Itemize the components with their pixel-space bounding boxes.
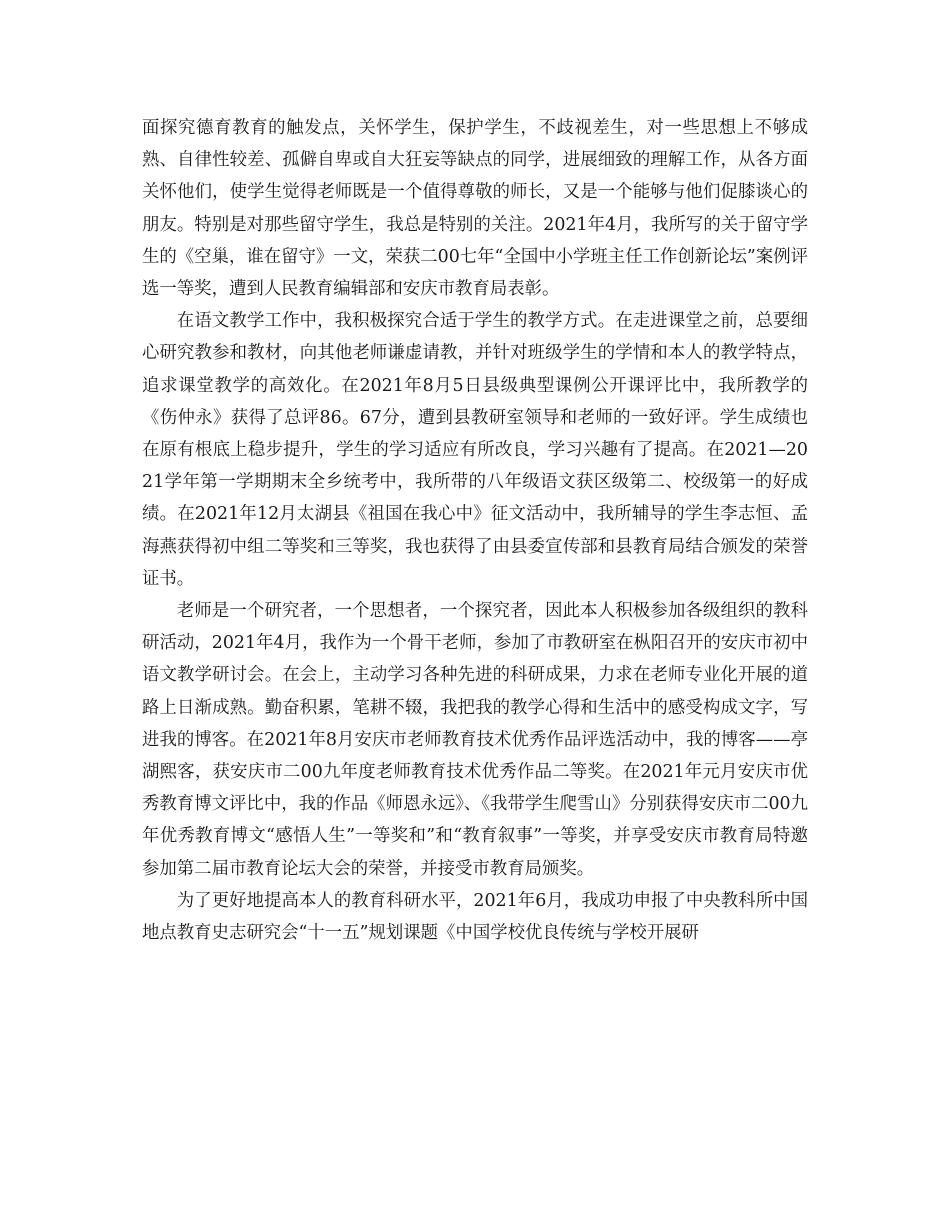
body-text bbox=[142, 112, 808, 949]
paragraph-4: 为了更好地提高本人的教育科研水平，2021年6月，我成功申报了中央教科所中国地点教育史志研究会“十一五”规划课题《中国学校优良传统与学校开展研 bbox=[142, 890, 808, 944]
paragraph-2: 在语文教学工作中，我积极探究合适于学生的教学方式。在走进课堂之前，总要细心研究教参和教材，向其他老师谦虚请教，并针对班级学生的学情和本人的教学特点，追求课堂教学的高效化。在2021年8月5日县级典型课例公开课评比中，我所教学的《伤仲永》获得了总评86。67分，遭到县教研室领导和老师的一致好评。学生成绩也在原有根底上稳步提升，学生的学习适应有所改良，学习兴趣有了提高。在2021—2021学年第一学期期末全乡统考中，我所带的八年级语文获区级第二、校级第一的好成绩。在2021年12月太湖县《祖国在我心中》征文活动中，我所辅导的学生李志恒、孟海燕获得初中组二等奖和三等奖，我也获得了由县委宣传部和县教育局结合颁发的荣誉证书。 bbox=[142, 311, 808, 589]
paragraph-1: 面探究德育教育的触发点，关怀学生，保护学生，不歧视差生，对一些思想上不够成熟、自律性较差、孤僻自卑或自大狂妄等缺点的同学，进展细致的理解工作，从各方面关怀他们，使学生觉得老师既是一个值得尊敬的师长，又是一个能够与他们促膝谈心的朋友。特别是对那些留守学生，我总是特别的关注。2021年4月，我所写的关于留守学生的《空巢，谁在留守》一文，荣获二00七年“全国中小学班主任工作创新论坛”案例评选一等奖，遭到人民教育编辑部和安庆市教育局表彰。 bbox=[142, 118, 808, 300]
paragraph-3: 老师是一个研究者，一个思想者，一个探究者，因此本人积极参加各级组织的教科研活动，2021年4月，我作为一个骨干老师，参加了市教研室在枞阳召开的安庆市初中语文教学研讨会。在会上，主动学习各种先进的科研成果，力求在老师专业化开展的道路上日渐成熟。勤奋积累，笔耕不辍，我把我的教学心得和生活中的感受构成文字，写进我的博客。在2021年8月安庆市老师教育技术优秀作品评选活动中，我的博客——亭湖熙客，获安庆市二00九年度老师教育技术优秀作品二等奖。在2021年元月安庆市优秀教育博文评比中，我的作品《师恩永远》、《我带学生爬雪山》分别获得安庆市二00九年优秀教育博文“感悟人生”一等奖和”和“教育叙事”一等奖，并享受安庆市教育局特邀参加第二届市教育论坛大会的荣誉，并接受市教育局颁奖。 bbox=[142, 601, 808, 879]
